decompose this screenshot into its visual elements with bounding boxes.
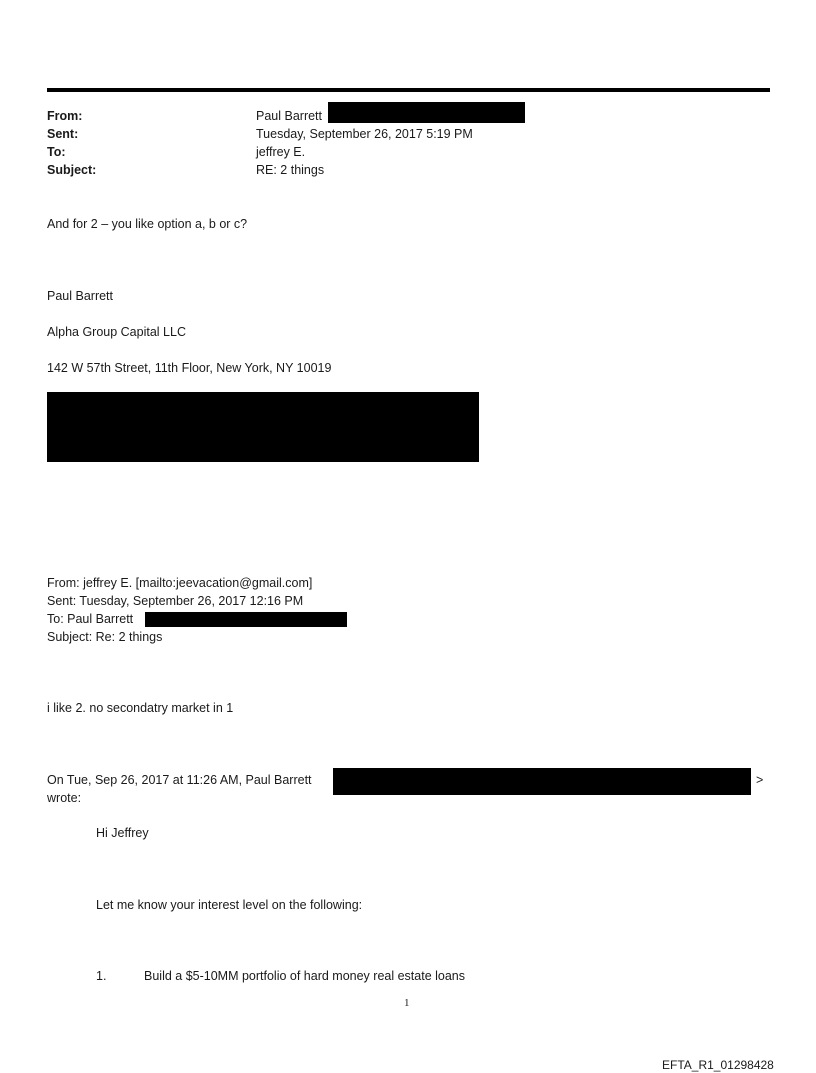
sent-value: Tuesday, September 26, 2017 5:19 PM [256,127,473,141]
subject-label: Subject: [47,163,97,177]
redaction-block [47,392,479,462]
request-line: Let me know your interest level on the following: [96,898,363,912]
to-label: To: [47,145,66,159]
quoted-subject-line: Subject: Re: 2 things [47,630,163,644]
signature-name: Paul Barrett [47,289,114,303]
list-item-text: Build a $5-10MM portfolio of hard money real estate loans [144,969,466,983]
signature-address: 142 W 57th Street, 11th Floor, New York, NY 10019 [47,361,332,375]
quoted-wrote: wrote: [47,791,82,805]
redaction-block [328,102,525,123]
from-value: Paul Barrett [256,109,323,123]
list-item-number: 1. [96,969,107,983]
quoted-message: i like 2. no secondatry market in 1 [47,701,234,715]
signature-company: Alpha Group Capital LLC [47,325,186,339]
quoted-to-line: To: Paul Barrett [47,612,134,626]
header-rule [47,88,770,92]
redaction-block [145,612,347,627]
quoted-intro-line: On Tue, Sep 26, 2017 at 11:26 AM, Paul Barrett [47,773,312,787]
page-number: 1 [404,997,410,1009]
greeting: Hi Jeffrey [96,826,149,840]
redaction-block [333,768,751,795]
sent-label: Sent: [47,127,79,141]
document-id: EFTA_R1_01298428 [662,1058,774,1072]
quoted-intro-end: > [756,773,764,787]
quoted-sent-line: Sent: Tuesday, September 26, 2017 12:16 PM [47,594,304,608]
from-label: From: [47,109,83,123]
subject-value: RE: 2 things [256,163,325,177]
body-line: And for 2 – you like option a, b or c? [47,217,248,231]
quoted-from-line: From: jeffrey E. [mailto:jeevacation@gmail.com] [47,576,313,590]
to-value: jeffrey E. [256,145,306,159]
